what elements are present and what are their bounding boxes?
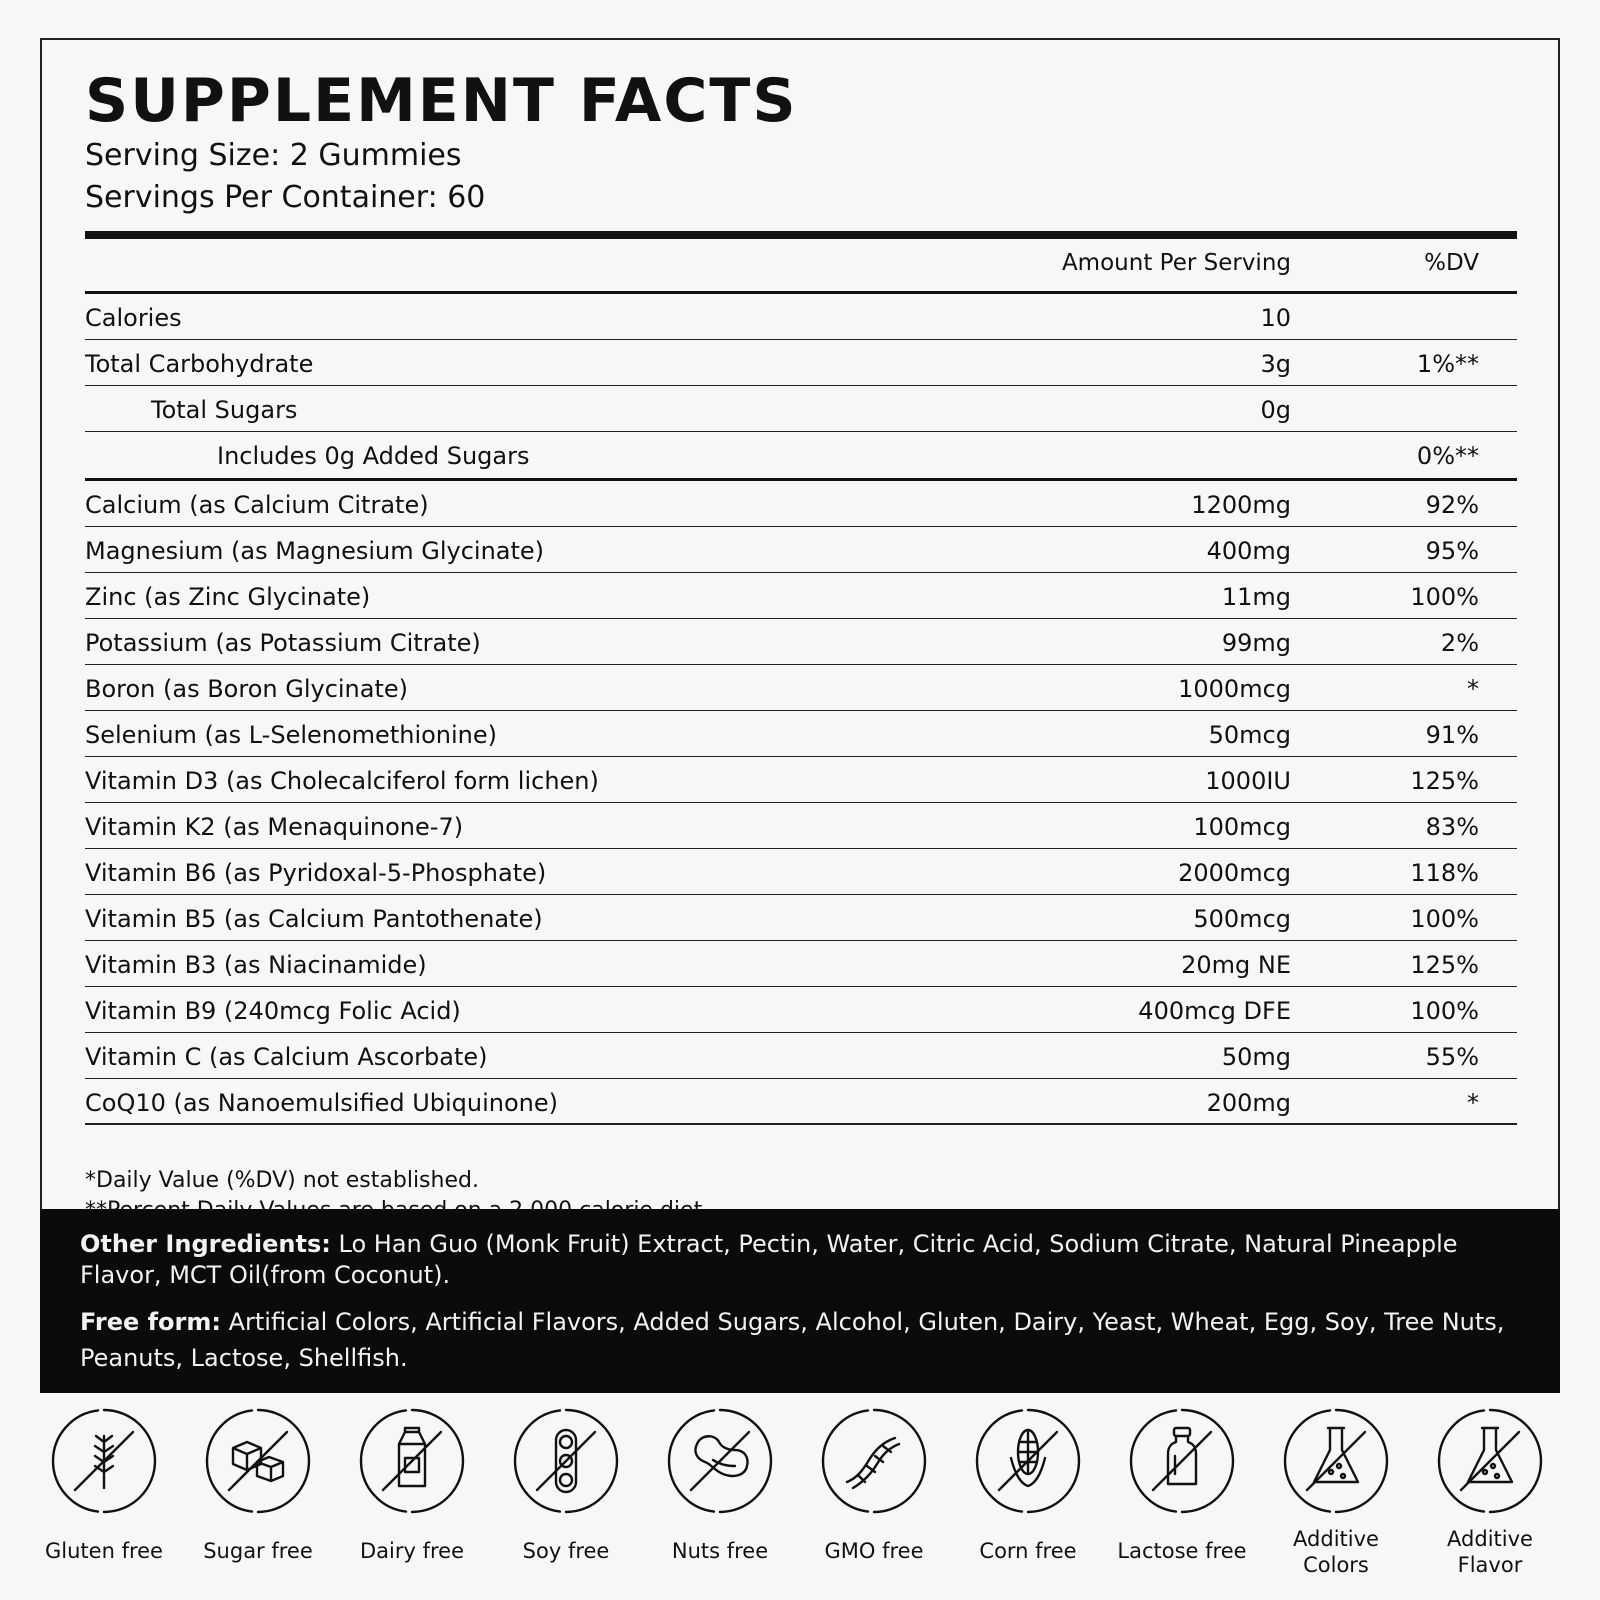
table-row [85,1079,1517,1125]
row-dv: 2% [1440,629,1479,657]
row-amount: 11mg [1221,583,1291,611]
row-dv: 118% [1410,859,1479,887]
peanut-icon [667,1408,773,1514]
row-amount: 99mg [1221,629,1291,657]
amount-column-header: Amount Per Serving [1061,250,1291,276]
row-name: Vitamin B5 (as Calcium Pantothenate) [85,905,543,933]
row-amount: 1200mg [1191,491,1291,519]
dv-column-header: %DV [1424,250,1479,276]
row-dv: 125% [1410,767,1479,795]
badge-label: Lactose free [1117,1539,1247,1563]
row-dv: 91% [1425,721,1479,749]
table-row [85,481,1517,527]
table-row [85,527,1517,573]
badge-label: Corn free [979,1539,1077,1563]
row-amount: 0g [1260,396,1291,424]
footnote-dv-not-established: *Daily Value (%DV) not established. [85,1168,479,1193]
ingredients-band [40,1209,1560,1393]
badge-sugar-free [181,1408,335,1564]
table-row [85,987,1517,1033]
table-row [85,665,1517,711]
row-amount: 2000mcg [1178,859,1291,887]
badge-gmo-free [797,1408,951,1564]
facts-table [85,231,1517,1125]
corn-icon [975,1408,1081,1514]
table-row [85,803,1517,849]
badge-corn-free [951,1408,1105,1564]
other-ingredients-label: Other Ingredients: [80,1230,331,1258]
free-form-text: Artificial Colors, Artificial Flavors, Added Sugars, Alcohol, Gluten, Dairy, Yeast, Wheat, Egg, Soy, Tree Nuts, Peanuts, Lactose, Shellfish. [80,1308,1505,1372]
badge-soy-free [489,1408,643,1564]
badge-label: Additive Colors [1293,1527,1379,1577]
row-amount: 20mg NE [1181,951,1291,979]
thick-divider [85,231,1517,239]
badge-label: Sugar free [203,1539,313,1563]
wheat-icon [51,1408,157,1514]
row-name: Vitamin B3 (as Niacinamide) [85,951,427,979]
row-amount: 50mg [1221,1043,1291,1071]
row-dv: 100% [1410,997,1479,1025]
row-name: Vitamin B6 (as Pyridoxal-5-Phosphate) [85,859,547,887]
badge-label: Dairy free [359,1539,464,1563]
row-name: Calcium (as Calcium Citrate) [85,491,429,519]
row-dv: 92% [1425,491,1479,519]
table-row [85,573,1517,619]
serving-size: Serving Size: 2 Gummies [85,138,462,173]
row-dv: 100% [1410,583,1479,611]
soybean-icon [513,1408,619,1514]
badge-nuts-free [643,1408,797,1564]
row-name: Vitamin B9 (240mcg Folic Acid) [85,997,461,1025]
row-dv: 95% [1425,537,1479,565]
row-dv: 1%** [1416,350,1479,378]
table-row [85,432,1517,478]
page-title: SUPPLEMENT FACTS [85,66,798,136]
row-dv: * [1467,675,1479,703]
flask-icon [1437,1408,1543,1514]
row-amount: 10 [1260,304,1291,332]
row-name: Boron (as Boron Glycinate) [85,675,409,703]
badge-additive-colors [1259,1408,1413,1578]
free-from-badges [0,1408,1600,1600]
row-name: Potassium (as Potassium Citrate) [85,629,481,657]
badge-gluten-free [27,1408,181,1564]
supplement-facts-panel [40,38,1560,1210]
table-row [85,941,1517,987]
table-row [85,711,1517,757]
table-row [85,386,1517,432]
badge-label: Additive Flavor [1447,1527,1533,1577]
row-name: Zinc (as Zinc Glycinate) [85,583,371,611]
row-name: Magnesium (as Magnesium Glycinate) [85,537,545,565]
row-name: Total Sugars [151,396,298,424]
free-form [80,1304,1520,1376]
row-amount: 3g [1260,350,1291,378]
badge-dairy-free [335,1408,489,1564]
row-amount: 400mg [1206,537,1291,565]
badge-lactose-free [1105,1408,1259,1564]
row-dv: * [1467,1089,1479,1117]
row-name: Vitamin K2 (as Menaquinone-7) [85,813,464,841]
table-row [85,849,1517,895]
bottle-icon [1129,1408,1235,1514]
row-amount: 200mg [1206,1089,1291,1117]
row-amount: 400mcg DFE [1138,997,1291,1025]
table-row [85,340,1517,386]
row-name: Vitamin C (as Calcium Ascorbate) [85,1043,488,1071]
row-dv: 125% [1410,951,1479,979]
row-name: CoQ10 (as Nanoemulsified Ubiquinone) [85,1089,559,1117]
row-dv: 100% [1410,905,1479,933]
row-name: Includes 0g Added Sugars [217,442,530,470]
row-name: Selenium (as L-Selenomethionine) [85,721,498,749]
free-form-label: Free form: [80,1308,221,1336]
row-amount: 500mcg [1193,905,1291,933]
servings-per-container: Servings Per Container: 60 [85,180,486,215]
badge-label: Gluten free [45,1539,163,1563]
row-dv: 0%** [1416,442,1479,470]
table-row [85,757,1517,803]
other-ingredients [80,1229,1520,1291]
row-name: Vitamin D3 (as Cholecalciferol form lichen) [85,767,599,795]
row-name: Calories [85,304,182,332]
badge-label: GMO free [824,1539,924,1563]
badge-label: Nuts free [671,1539,769,1563]
row-amount: 100mcg [1193,813,1291,841]
table-row [85,1033,1517,1079]
badge-additive-flavor [1413,1408,1567,1578]
badge-label: Soy free [522,1539,610,1563]
other-ingredients-text: Lo Han Guo (Monk Fruit) Extract, Pectin, Water, Citric Acid, Sodium Citrate, Natural Pineapple Flavor, MCT Oil(from Coconut). [80,1230,1458,1289]
row-amount: 1000mcg [1178,675,1291,703]
row-amount: 50mcg [1208,721,1291,749]
row-dv: 83% [1425,813,1479,841]
row-amount: 1000IU [1205,767,1291,795]
row-dv: 55% [1425,1043,1479,1071]
row-name: Total Carbohydrate [85,350,314,378]
sugar-cubes-icon [205,1408,311,1514]
table-row [85,895,1517,941]
milk-carton-icon [359,1408,465,1514]
dna-icon [821,1408,927,1514]
flask-icon [1283,1408,1389,1514]
table-row [85,294,1517,340]
table-header [85,239,1517,291]
table-row [85,619,1517,665]
